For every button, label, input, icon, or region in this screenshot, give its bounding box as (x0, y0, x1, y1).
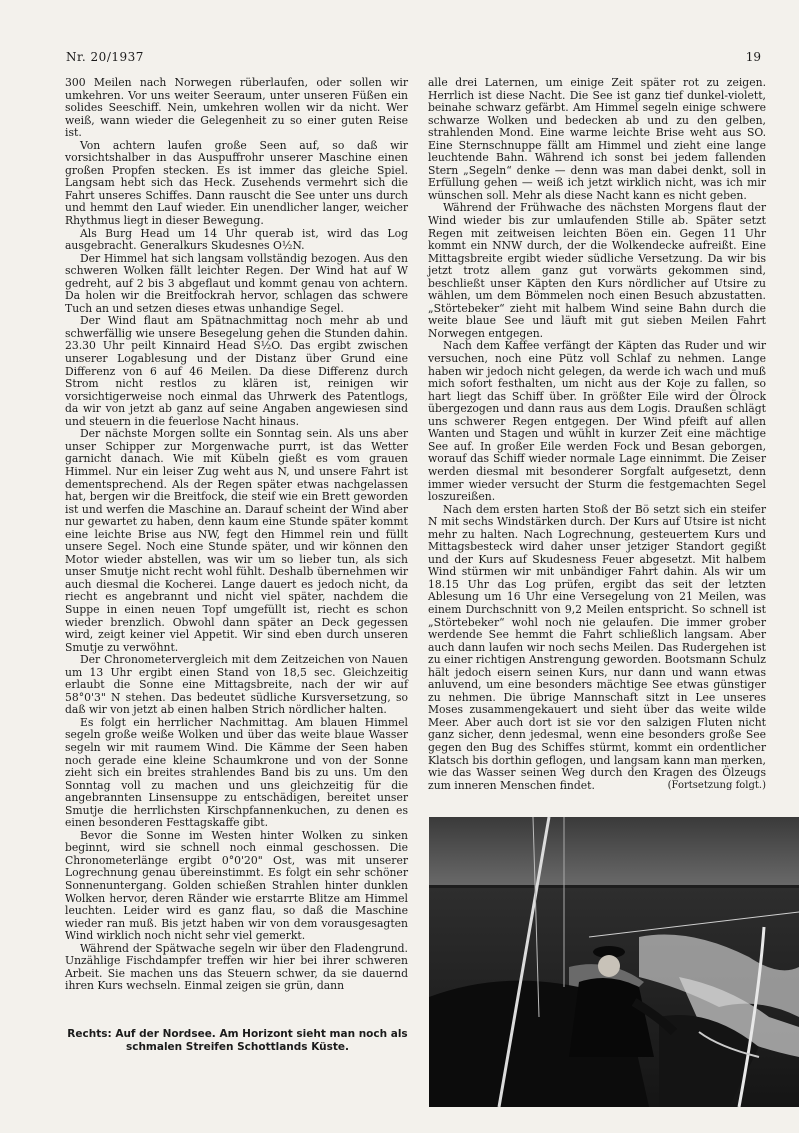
paragraph: 300 Meilen nach Norwegen rüberlaufen, oder sollen wir umkehren. Vor uns weiter Seeraum, unter unseren Füßen ein solides Seeschiff. Nein, umkehren wollen wir da nicht. Wer weiß, wann wieder die Gelegenheit zu so einer guten Reise ist. (65, 76, 408, 140)
paragraph: Bevor die Sonne im Westen hinter Wolken zu sinken beginnt, wird sie schnell noch einmal geschossen. Die Chronometerlänge ergibt 0°0'20" Ost, was mit unserer Logrechnung genau übereinstimmt. Es folgt ein sehr schöner Sonnenuntergang. Golden schießen Strahlen hinter dunklen Wolken hervor, deren Ränder wie erstarrte Blitze am Himmel leuchten. Leider wird es ganz flau, so daß die Maschine wieder ran muß. Bis jetzt haben wir von dem vorausgesagten Wind wirklich noch nicht sehr viel gemerkt. (65, 828, 408, 943)
paragraph: Der nächste Morgen sollte ein Sonntag sein. Als uns aber unser Schipper zur Morgenwache purrt, ist das Wetter garnicht danach. Wie mit Kübeln gießt es vom grauen Himmel. Nur ein leiser Zug weht aus N, und unsere Fahrt ist dementsprechend. Als der Regen später etwas nachgelassen hat, bergen wir die Breitfock, die steif wie ein Brett geworden ist und werfen die Maschine an. Darauf scheint der Wind aber nur gewartet zu haben, denn kaum eine Stunde später kommt eine leichte Brise aus NW, fegt den Himmel rein und füllt unsere Segel. Noch eine Stunde später, und wir können den Motor wieder abstellen, was wir um so lieber tun, als sich unser Smutje nicht recht wohl fühlt. Deshalb übernehmen wir auch diesmal die Kocherei. Lange dauert es jedoch nicht, da riecht es angebrannt und nicht viel später, nachdem die Suppe in einen neuen Topf umgefüllt ist, riecht es schon wieder brenzlich. Obwohl dann später an Deck gegessen wird, zeigt keiner viel Appetit. Wir sind eben durch unseren Smutje zu verwöhnt. (65, 427, 408, 654)
page-number: 19 (745, 50, 761, 64)
photo-caption: Rechts: Auf der Nordsee. Am Horizont sieht man noch als schmalen Streifen Schottlands Küste. (67, 1028, 408, 1053)
paragraph: Während der Spätwache segeln wir über den Fladengrund. Unzählige Fischdampfer treffen wir hier bei ihrer schweren Arbeit. Sie machen uns das Steuern schwer, da sie dauernd ihren Kurs wechseln. Einmal zeigen sie grün, dann (65, 941, 408, 993)
paragraph: Während der Frühwache des nächsten Morgens flaut der Wind wieder bis zur umlaufenden Stille ab. Später setzt Regen mit zeitweisen leichten Böen ein. Gegen 11 Uhr kommt ein NNW durch, der die Wolkendecke aufreißt. Eine Mittagsbreite ergibt wieder südliche Versetzung. Da wir bis jetzt trotz allem ganz gut vorwärts gekommen sind, beschließt unser Käpten den Kurs nördlicher auf Utsire zu wählen, um dem Bömmelen noch einen Besuch abzustatten. „Störtebeker“ zieht mit halbem Wind seine Bahn durch die weite blaue See und läuft mit gut sieben Meilen Fahrt Norwegen entgegen. (428, 201, 766, 340)
paragraph: alle drei Laternen, um einige Zeit später rot zu zeigen. Herrlich ist diese Nacht. Die See ist ganz tief dunkel-violett, beinahe schwarz gefärbt. Am Himmel segeln einige schwere schwarze Wolken und bedecken ab und zu den gelben, strahlenden Mond. Eine warme leichte Brise weht aus SO. Eine Sternschnuppe fällt am Himmel und zieht eine lange leuchtende Bahn. Während ich sonst bei jedem fallenden Stern „Segeln“ denke — denn was man dabei denkt, soll in Erfüllung gehen — weiß ich jetzt wirklich nicht, was ich mir wünschen soll. Mehr als diese Nacht kann es nicht geben. (428, 76, 766, 202)
paragraph (428, 504, 766, 793)
photo-north-sea (429, 817, 799, 1107)
continuation-note: (Fortsetzung folgt.) (667, 779, 766, 791)
paragraph-text: Nach dem ersten harten Stoß der Bö setzt sich ein steifer N mit sechs Windstärken durch. Der Kurs auf Utsire ist nicht mehr zu halten. Nach Logrechnung, gesteuertem Kurs und Mittagsbesteck wird daher unser jetziger Standort gegißt und der Kurs auf Skudesness Feuer abgesetzt. Mit halbem Wind stürmen wir mit unbändiger Fahrt dahin. Als wir um 18.15 Uhr das Log prüfen, ergibt das seit der letzten Ablesung um 16 Uhr eine Versegelung von 21 Meilen, was einem Durchschnitt von 9,2 Meilen entspricht. So schnell ist „Störtebeker“ wohl noch nie gelaufen. Die immer grober werdende See hemmt die Fahrt schließlich langsam. Aber auch dann laufen wir noch sechs Meilen. Das Rudergehen ist zu einer richtigen Anstrengung geworden. Bootsmann Schulz hält jedoch eisern seinen Kurs, nur dann und wann etwas anluvend, um eine besonders mächtige See etwas günstiger zu nehmen. Die übrige Mannschaft sitzt in Lee unseres Moses zusammengekauert und sieht über das weite wilde Meer. Aber auch dort ist sie vor den salzigen Fluten nicht ganz sicher, denn jedesmal, wenn eine besonders große See gegen den Bug des Schiffes stürmt, kommt ein ordentlicher Klatsch bis dorthin geflogen, und langsam kann man merken, wie das Wasser seinen Weg durch den Kragen des Ölzeugs zum inneren Menschen findet. (428, 502, 766, 792)
paragraph: Als Burg Head um 14 Uhr querab ist, wird das Log ausgebracht. Generalkurs Skudesnes O½N. (65, 226, 408, 253)
paragraph: Von achtern laufen große Seen auf, so daß wir vorsichtshalber in das Auspuffrohr unserer Maschine einen großen Propfen stecken. Es ist immer das gleiche Spiel. Langsam hebt sich das Heck. Zusehends vermehrt sich die Fahrt unseres Schiffes. Dann rauscht die See unter uns durch und hemmt den Lauf wieder. Ein unendlicher langer, weicher Rhythmus liegt in dieser Bewegung. (65, 138, 408, 228)
paragraph: Es folgt ein herrlicher Nachmittag. Am blauen Himmel segeln große weiße Wolken und über das weite blaue Wasser segeln wir mit raumem Wind. Die Kämme der Seen haben noch gerade eine kleine Schaumkrone und von der Sonne zieht sich ein breites strahlendes Band bis zu uns. Um den Sonntag voll zu machen und uns gleichzeitig für die angebrannten Linsensuppe zu entschädigen, bereitet unser Smutje die herrlichsten Kirschpfannenkuchen, zu denen es einen besonderen Festtagskaffe gibt. (65, 715, 408, 830)
issue-number: Nr. 20/1937 (66, 50, 144, 64)
paragraph: Der Wind flaut am Spätnachmittag noch mehr ab und schwerfällig wie unsere Besegelung gehen die Stunden dahin. 23.30 Uhr peilt Kinnaird Head S½O. Das ergibt zwischen unserer Logablesung und der Distanz über Grund eine Differenz von 6 auf 46 Meilen. Da diese Differenz durch Strom nicht restlos zu klären ist, reinigen wir vorsichtigerweise noch einmal das Uhrwerk des Patentlogs, da wir von jetzt ab ganz auf seine Angaben angewiesen sind und steuern in die feuerlose Nacht hinaus. (65, 314, 408, 428)
paragraph: Der Chronometervergleich mit dem Zeitzeichen von Nauen um 13 Uhr ergibt einen Stand von 18,5 sec. Gleichzeitig erlaubt die Sonne eine Mittagsbreite, nach der wir auf 58°0'3" N stehen. Das bedeutet südliche Kursversetzung, so daß wir von jetzt ab einen halben Strich nördlicher halten. (65, 653, 408, 717)
left-text-column (65, 77, 408, 993)
paragraph: Nach dem Kaffee verfängt der Käpten das Ruder und wir versuchen, noch eine Pütz voll Schlaf zu nehmen. Lange haben wir jedoch nicht gelegen, da werde ich wach und muß mich sofort festhalten, um nicht aus der Koje zu fallen, so hart liegt das Schiff über. In größter Eile wird der Ölrock übergezogen und dann raus aus dem Logis. Draußen schlägt uns schwerer Regen entgegen. Der Wind pfeift auf allen Wanten und Stagen und wühlt in kurzer Zeit eine mächtige See auf. In großer Eile werden Fock und Besan geborgen, worauf das Schiff wieder normale Lage einnimmt. Die Zeiser werden diesmal mit besonderer Sorgfalt aufgesetzt, denn immer wieder versucht der Sturm die festgemachten Segel loszureißen. (428, 339, 766, 504)
right-text-column (428, 77, 766, 792)
paragraph: Der Himmel hat sich langsam vollständig bezogen. Aus den schweren Wolken fällt leichter Regen. Der Wind hat auf W gedreht, auf 2 bis 3 abgeflaut und kommt genau von achtern. Da holen wir die Breitfockrah hervor, schlagen das schwere Tuch an und setzen dieses etwas unhandige Segel. (65, 251, 408, 315)
